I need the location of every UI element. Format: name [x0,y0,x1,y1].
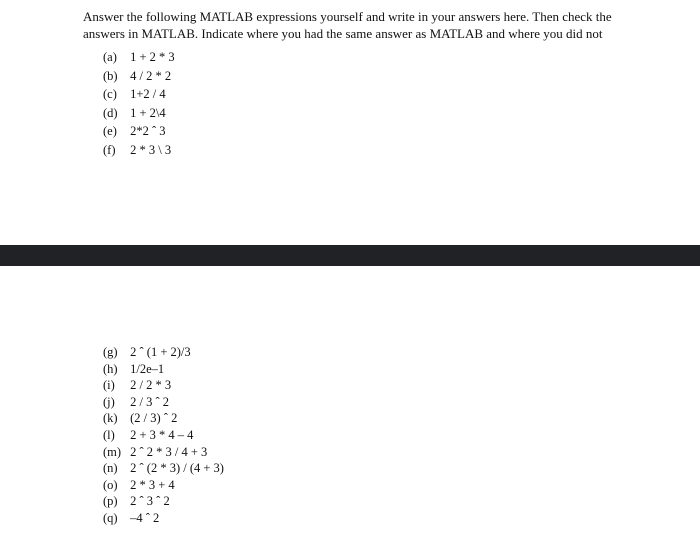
question-item [103,377,224,394]
question-label: (c) [103,87,117,102]
question-expression: 2 ˆ 2 * 3 / 4 + 3 [130,444,208,459]
instructions-line-1: Answer the following MATLAB expressions yourself and write in your answers here. Then check the [83,9,612,24]
question-expression: 1 + 2\4 [130,105,166,120]
question-label: (a) [103,50,117,64]
question-label: (d) [103,105,118,120]
question-item [103,141,175,160]
question-label: (q) [103,510,118,525]
question-item [103,510,224,527]
question-expression: 4 / 2 * 2 [130,68,172,83]
question-label: (i) [103,378,115,393]
question-expression: 2 * 3 + 4 [130,477,175,492]
question-label: (j) [103,394,115,409]
question-item [103,104,175,123]
page-divider-bar [0,245,700,266]
question-label: (o) [103,477,118,492]
instructions [83,8,683,42]
question-expression: 2 / 2 * 3 [130,378,172,393]
question-label: (h) [103,361,118,376]
question-label: (k) [103,411,118,426]
question-item [103,410,224,427]
question-expression: 2 ˆ (2 * 3) / (4 + 3) [130,461,224,476]
instructions-line-2: answers in MATLAB. Indicate where you had the same answer as MATLAB and where you did not [83,26,603,41]
question-item [103,85,175,104]
question-item [103,493,224,510]
question-label: (g) [103,345,118,359]
question-label: (b) [103,68,118,83]
question-label: (n) [103,461,118,476]
question-item [103,444,224,461]
question-expression: 2 / 3 ˆ 2 [130,394,170,409]
question-list-top [103,48,175,160]
question-item [103,427,224,444]
question-list-bottom [103,344,224,527]
question-expression: 2 ˆ (1 + 2)/3 [130,345,191,359]
question-item [103,460,224,477]
question-item [103,48,175,67]
question-expression: (2 / 3) ˆ 2 [130,411,178,426]
question-expression: 2*2 ˆ 3 [130,124,166,139]
question-item [103,67,175,86]
question-label: (l) [103,427,115,442]
question-item [103,477,224,494]
question-label: (m) [103,444,122,459]
question-expression: –4 ˆ 2 [130,510,160,525]
question-item [103,122,175,141]
question-label: (e) [103,124,117,139]
question-expression: 2 + 3 * 4 – 4 [130,427,194,442]
question-label: (f) [103,142,116,157]
question-item [103,361,224,378]
question-expression: 1+2 / 4 [130,87,166,102]
question-expression: 2 * 3 \ 3 [130,142,172,157]
question-expression: 1/2e–1 [130,361,165,376]
question-item [103,394,224,411]
question-item [103,344,224,361]
question-label: (p) [103,494,118,509]
question-expression: 2 ˆ 3 ˆ 2 [130,494,170,509]
question-expression: 1 + 2 * 3 [130,50,175,64]
